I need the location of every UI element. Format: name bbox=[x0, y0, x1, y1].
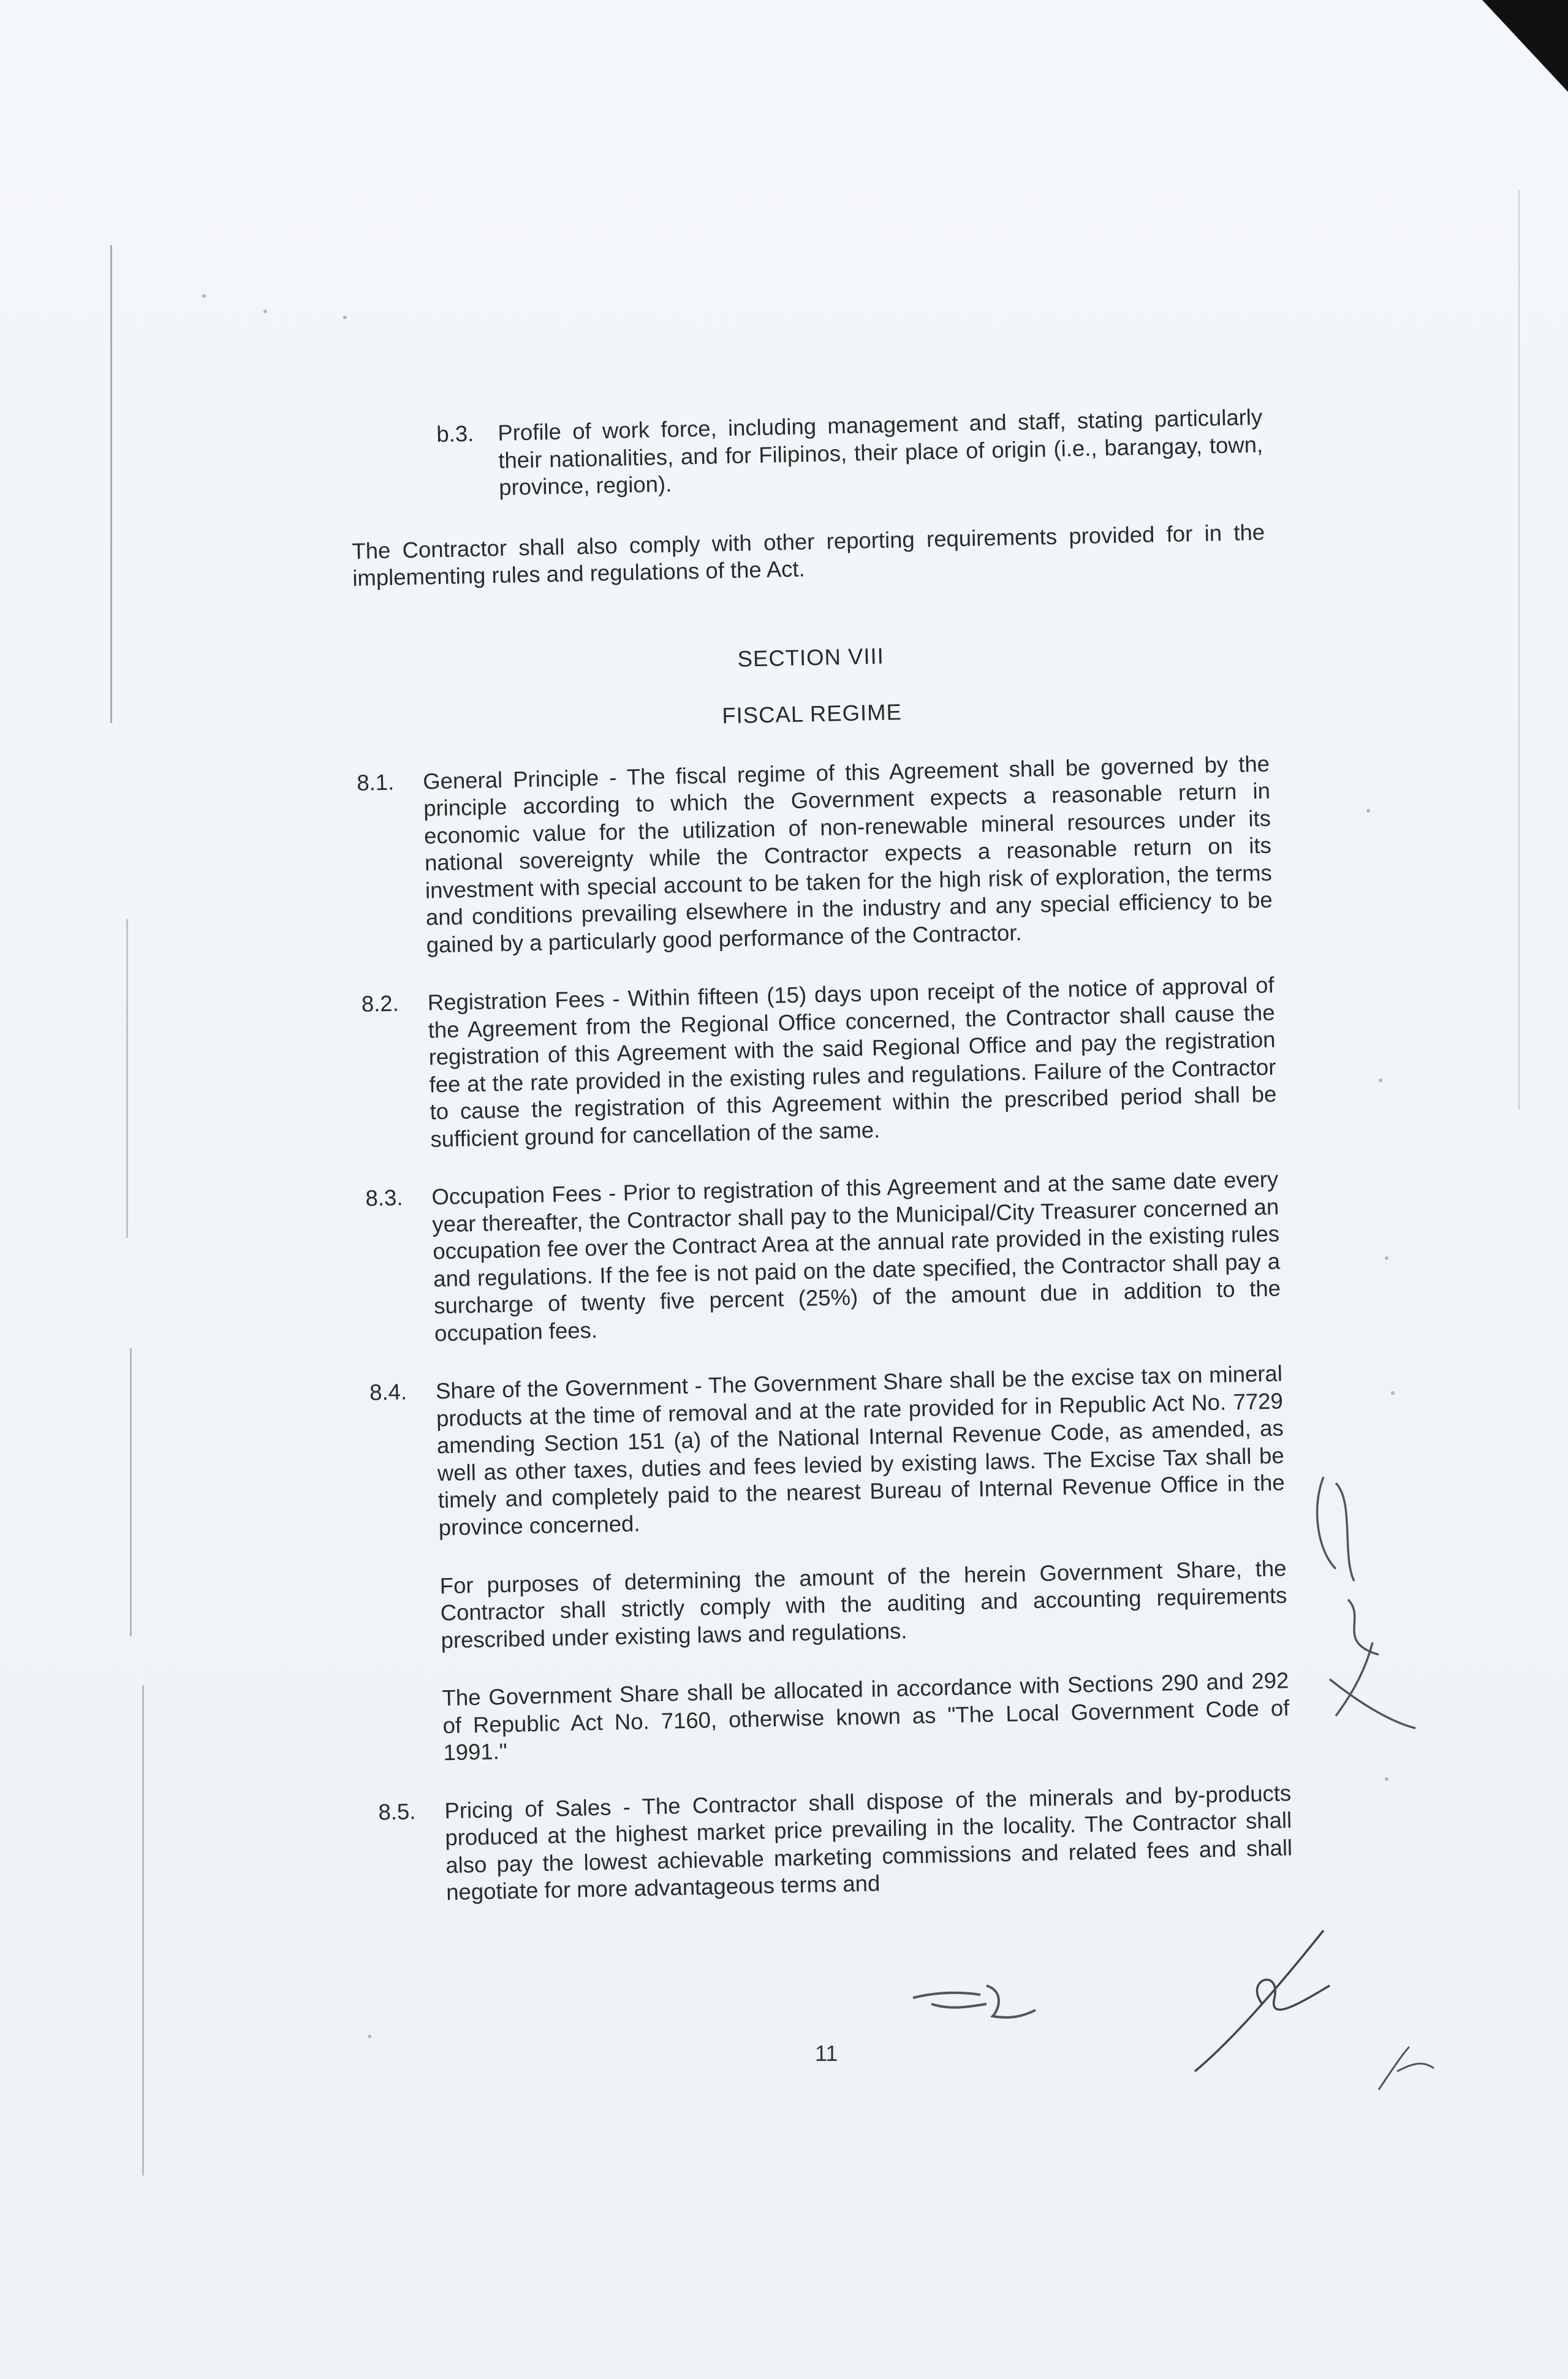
scan-corner-shadow bbox=[1482, 0, 1568, 92]
section-heading: SECTION VIII bbox=[737, 643, 885, 672]
item-text: Pricing of Sales - The Contractor shall dispose of the minerals and by-products produced at the highest market price prevailing in the locality. The Contractor shall also pay the lowest achievable marketing commissions and related fees and shall negotiate for more advantageous terms and bbox=[444, 1780, 1293, 1905]
item-8-3 bbox=[365, 1166, 1281, 1349]
scan-speck bbox=[368, 2035, 371, 2038]
page-number: 11 bbox=[815, 2041, 838, 2066]
item-8-4-paragraph-3: The Government Share shall be allocated in accordance with Sections 290 and 292 of Republic Act No. 7160, otherwise known as "The Local Government Code of 1991." bbox=[442, 1668, 1290, 1766]
item-number: 8.5. bbox=[378, 1798, 416, 1825]
item-text: Occupation Fees - Prior to registration of this Agreement and at the same date every year thereafter, the Contractor shall pay to the Municipal/City Treasurer concerned an occupation fee over the Contract Area at the annual rate provided in the existing rules and regulations. If the fee is not paid on the date specified, the Contractor shall pay a surcharge of twenty five percent (25%) of the amount due in addition to the occupation fees. bbox=[431, 1166, 1281, 1346]
item-8-1 bbox=[357, 750, 1273, 960]
signature bbox=[1183, 1918, 1342, 2077]
scan-speck bbox=[1385, 1777, 1388, 1781]
initials-signature-small bbox=[1373, 2041, 1446, 2096]
item-text: Share of the Government - The Government Share shall be the excise tax on mineral products at the time of removal and at the rate provided for in Republic Act No. 7729 amending Section 151 (a) of the National Internal Revenue Code, as amended, as well as other taxes, duties and fees levied by existing laws. The Excise Tax shall be timely and completely paid to the nearest Bureau of Internal Revenue Office in the province concerned. bbox=[435, 1360, 1285, 1541]
scan-speck bbox=[1366, 809, 1370, 813]
scan-margin-line bbox=[126, 919, 128, 1238]
item-8-5 bbox=[378, 1780, 1293, 1908]
item-number: 8.4. bbox=[369, 1379, 407, 1406]
margin-signature bbox=[1299, 1459, 1422, 1753]
scan-speck bbox=[202, 294, 206, 298]
item-8-2 bbox=[361, 972, 1277, 1155]
item-b3-text: Profile of work force, including management and staff, stating particularly their nationalities, and for Filipinos, their place of origin (i.e., barangay, town, province, region). bbox=[497, 404, 1263, 500]
scan-margin-line bbox=[130, 1348, 132, 1636]
document-body bbox=[349, 404, 1293, 1908]
item-number: 8.3. bbox=[365, 1185, 403, 1212]
scan-speck bbox=[1391, 1391, 1395, 1395]
scan-speck bbox=[343, 316, 347, 319]
item-text: Registration Fees - Within fifteen (15) days upon receipt of the notice of approval of the Agreement from the Regional Office concerned, the Contractor shall cause the registration of this Agreement with the said Regional Office and pay the registration fee at the rate provided in the existing rules and regulations. Failure of the Contractor to cause the registration of this Agreement within the prescribed period shall be sufficient ground for cancellation of the same. bbox=[427, 972, 1277, 1152]
item-8-4 bbox=[369, 1360, 1286, 1543]
scan-speck bbox=[1379, 1079, 1382, 1082]
scan-margin-line bbox=[110, 245, 112, 723]
reporting-paragraph: The Contractor shall also comply with other reporting requirements provided for in the implementing rules and regulations of the Act. bbox=[351, 519, 1265, 591]
scan-speck bbox=[263, 309, 267, 313]
item-number: 8.2. bbox=[361, 990, 400, 1017]
section-title: FISCAL REGIME bbox=[721, 699, 903, 729]
item-number: 8.1. bbox=[356, 769, 395, 795]
item-text: General Principle - The fiscal regime of this Agreement shall be governed by the principle according to which the Government expects a reasonable return in economic value for the utilization of non-renewable mineral resources under its national sovereignty while the Contractor expects a reasonable return on its investment with special account to be taken for the high risk of exploration, the terms and conditions prevailing elsewhere in the industry and any special efficiency to be gained by a particularly good performance of the Contractor. bbox=[422, 751, 1273, 958]
scan-speck bbox=[1385, 1256, 1388, 1260]
scan-margin-line bbox=[142, 1685, 144, 2176]
item-b3 bbox=[349, 404, 1263, 505]
scan-margin-line bbox=[1518, 190, 1520, 1109]
initials-signature bbox=[907, 1973, 1042, 2028]
item-8-4-paragraph-2: For purposes of determining the amount of the herein Government Share, the Contractor shall strictly comply with the auditing and accounting requirements prescribed under existing laws and regulations. bbox=[439, 1555, 1287, 1653]
item-b3-number: b.3. bbox=[436, 420, 474, 447]
